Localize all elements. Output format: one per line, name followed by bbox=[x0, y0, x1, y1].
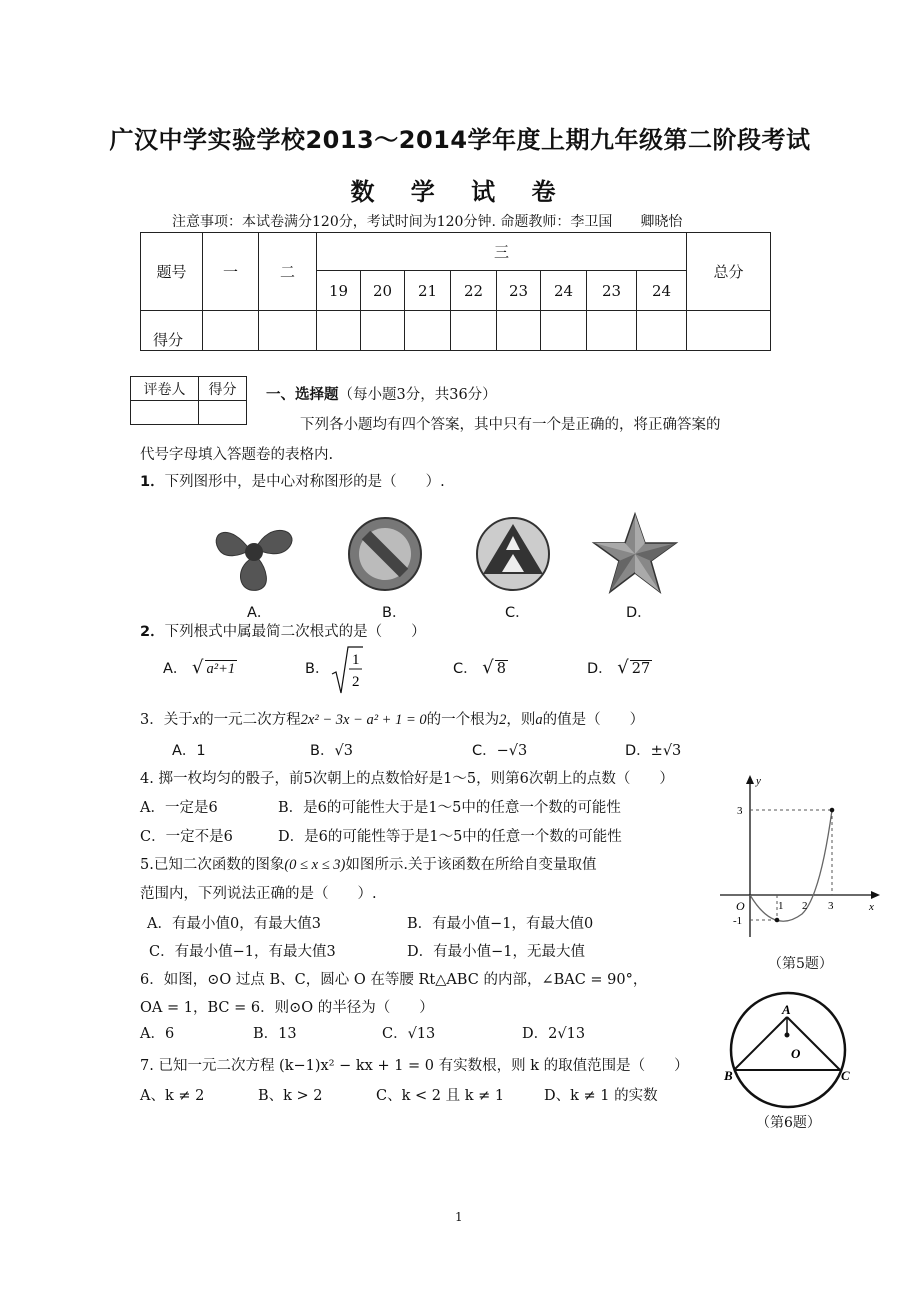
propeller-figure bbox=[210, 512, 300, 594]
col-section-2: 二 bbox=[259, 233, 317, 311]
q3-option-d bbox=[625, 739, 681, 760]
q2-option-d bbox=[587, 657, 652, 678]
q6-option-d: D．2√13 bbox=[522, 1026, 586, 1042]
grader-name-cell[interactable] bbox=[131, 401, 199, 425]
propeller-blade bbox=[241, 558, 267, 590]
q6-option-b: B．13 bbox=[253, 1026, 297, 1042]
question-text: ，则 bbox=[506, 712, 536, 728]
question-text: 下列根式中属最简二次根式的是（ ） bbox=[164, 624, 426, 640]
q2-option-b bbox=[305, 657, 329, 678]
q5-option-a: A．有最小值0，有最大值3 bbox=[147, 916, 321, 932]
point-label: O bbox=[791, 1046, 801, 1061]
sub-col: 23 bbox=[497, 271, 541, 311]
question-text: 的值是（ ） bbox=[542, 712, 645, 728]
tick-label: 3 bbox=[737, 805, 743, 817]
sub-col: 24 bbox=[637, 271, 687, 311]
x-axis-arrow bbox=[871, 891, 880, 899]
point-label: B bbox=[724, 1068, 733, 1083]
col-section-3: 三 bbox=[317, 233, 687, 271]
math-equation: 2x² − 3x − a² + 1 = 0 bbox=[300, 712, 427, 728]
star-figure bbox=[590, 510, 680, 596]
score-cell[interactable] bbox=[587, 311, 637, 351]
question-text: 如图所示.关于该函数在所给自变量取值 bbox=[345, 857, 597, 873]
tick-label: 2 bbox=[802, 900, 808, 912]
y-axis-arrow bbox=[746, 775, 754, 784]
question-number: 2． bbox=[140, 624, 165, 640]
q5-option-d: D．有最小值−1，无最大值 bbox=[407, 944, 585, 960]
propeller-blade bbox=[216, 532, 250, 555]
tick-label: 3 bbox=[828, 900, 834, 912]
question-text: 的一个根为 bbox=[426, 712, 500, 728]
q7-option-b: B、k > 2 bbox=[258, 1088, 323, 1104]
q1-label-b: B． bbox=[382, 605, 407, 621]
parabola-curve bbox=[750, 810, 832, 921]
figure-6-caption: （第6题） bbox=[756, 1115, 821, 1131]
grader-table bbox=[130, 376, 247, 425]
tick-label: -1 bbox=[733, 915, 743, 927]
score-cell[interactable] bbox=[405, 311, 451, 351]
q7-option-a: A、k ≠ 2 bbox=[140, 1088, 205, 1104]
q4-option-c: C．一定不是6 bbox=[140, 829, 233, 845]
question-text: 下列图形中，是中心对称图形的是（ ）. bbox=[164, 474, 445, 490]
q3-option-c bbox=[472, 739, 527, 760]
q6-option-a: A．6 bbox=[140, 1026, 175, 1042]
math-var: x bbox=[192, 712, 200, 728]
sub-col: 21 bbox=[405, 271, 451, 311]
q4-option-b: B．是6的可能性大于是1～5中的任意一个数的可能性 bbox=[278, 800, 621, 816]
question-number: 1． bbox=[140, 474, 165, 490]
tick-label: 1 bbox=[778, 900, 784, 912]
question-3 bbox=[140, 708, 644, 729]
origin-label: O bbox=[736, 899, 745, 913]
question-5-cont: 范围内，下列说法正确的是（ ）. bbox=[140, 886, 377, 902]
figure-6-circle bbox=[722, 990, 857, 1110]
segment-ab bbox=[734, 1017, 787, 1070]
score-cell[interactable] bbox=[361, 311, 405, 351]
section-title: 一、选择题 bbox=[266, 387, 339, 403]
row-label-score: 得分 bbox=[141, 311, 203, 351]
option-label: B． bbox=[305, 661, 330, 677]
option-value: −√3 bbox=[496, 743, 528, 759]
sub-col: 19 bbox=[317, 271, 361, 311]
y-axis-label: y bbox=[756, 775, 761, 787]
question-text: 的一元二次方程 bbox=[199, 712, 301, 728]
option-value: 27 bbox=[631, 661, 651, 677]
score-cell[interactable] bbox=[637, 311, 687, 351]
option-value: ±√3 bbox=[650, 743, 682, 759]
score-cell[interactable] bbox=[203, 311, 259, 351]
score-table bbox=[140, 232, 771, 351]
figure-5-caption: （第5题） bbox=[768, 956, 833, 972]
option-label: A． bbox=[163, 661, 188, 677]
question-6-cont: OA = 1，BC = 6．则⊙O 的半径为（ ） bbox=[140, 1000, 434, 1016]
option-value: a²+1 bbox=[206, 661, 236, 677]
score-cell[interactable] bbox=[259, 311, 317, 351]
col-total: 总分 bbox=[687, 233, 771, 311]
section-intro-2: 代号字母填入答题卷的表格内. bbox=[140, 447, 334, 463]
fraction-numerator: 1 bbox=[352, 652, 360, 668]
option-value: 8 bbox=[496, 661, 506, 677]
q4-option-d: D．是6的可能性等于是1～5中的任意一个数的可能性 bbox=[278, 829, 622, 845]
q4-option-a: A．一定是6 bbox=[140, 800, 218, 816]
prohibition-sign-figure bbox=[345, 514, 425, 594]
point-label: C bbox=[841, 1068, 850, 1083]
sub-col: 24 bbox=[541, 271, 587, 311]
row-label-question: 题号 bbox=[141, 233, 203, 311]
exam-notice: 注意事项：本试卷满分120分，考试时间为120分钟. 命题教师：李卫国 卿晓怡 bbox=[172, 214, 683, 230]
option-label: D． bbox=[625, 743, 651, 759]
score-cell[interactable] bbox=[451, 311, 497, 351]
q7-option-d: D、k ≠ 1 的实数 bbox=[544, 1088, 658, 1104]
score-cell[interactable] bbox=[541, 311, 587, 351]
question-5 bbox=[140, 853, 596, 874]
score-cell[interactable] bbox=[687, 311, 771, 351]
option-label: D． bbox=[587, 661, 613, 677]
q6-option-c: C．√13 bbox=[382, 1026, 436, 1042]
col-section-1: 一 bbox=[203, 233, 259, 311]
score-cell[interactable] bbox=[497, 311, 541, 351]
question-7: 7. 已知一元二次方程 (k−1)x² − kx + 1 = 0 有实数根，则 k 的取值范围是（ ） bbox=[140, 1058, 689, 1074]
fraction-denominator: 2 bbox=[352, 674, 360, 690]
q1-label-a: A． bbox=[247, 605, 272, 621]
sqrt-icon: √ bbox=[482, 657, 494, 678]
q5-option-c: C．有最小值−1，有最大值3 bbox=[149, 944, 336, 960]
center-dot bbox=[785, 1033, 790, 1038]
section-heading bbox=[266, 383, 497, 404]
q5-option-b: B．有最小值−1，有最大值0 bbox=[407, 916, 594, 932]
section-intro-1: 下列各小题均有四个答案，其中只有一个是正确的，将正确答案的 bbox=[300, 417, 721, 433]
vertex-dot bbox=[775, 918, 780, 923]
page-number: 1 bbox=[455, 1210, 463, 1224]
q7-option-c: C、k < 2 且 k ≠ 1 bbox=[376, 1088, 505, 1104]
exam-subtitle: 数 学 试 卷 bbox=[350, 178, 570, 206]
propeller-hub bbox=[245, 543, 263, 561]
q2-option-a bbox=[163, 657, 237, 678]
grader-score-label: 得分 bbox=[199, 377, 247, 401]
section-note: （每小题3分，共36分） bbox=[338, 387, 497, 403]
sqrt-icon: √ bbox=[617, 657, 629, 678]
q2-option-c bbox=[453, 657, 508, 678]
q2-option-b-radical bbox=[330, 644, 364, 696]
grader-score-cell[interactable] bbox=[199, 401, 247, 425]
option-label: C． bbox=[472, 743, 497, 759]
endpoint-dot bbox=[830, 808, 835, 813]
triangle-emblem-figure bbox=[473, 514, 553, 594]
point-label: A bbox=[782, 1002, 791, 1017]
math-value: 2 bbox=[499, 712, 507, 728]
segment-ac bbox=[787, 1017, 840, 1070]
q1-label-c: C． bbox=[505, 605, 530, 621]
question-text: 5.已知二次函数的图象 bbox=[140, 857, 285, 873]
option-value: √3 bbox=[334, 743, 353, 759]
grader-label: 评卷人 bbox=[131, 377, 199, 401]
question-text: 3．关于 bbox=[140, 712, 193, 728]
question-2 bbox=[140, 620, 426, 641]
math-domain: (0 ≤ x ≤ 3) bbox=[284, 857, 346, 873]
question-1 bbox=[140, 470, 445, 491]
question-4: 4. 掷一枚均匀的骰子，前5次朝上的点数恰好是1～5，则第6次朝上的点数（ ） bbox=[140, 771, 674, 787]
option-label: B． bbox=[310, 743, 335, 759]
q1-label-d: D． bbox=[626, 605, 652, 621]
x-axis-label: x bbox=[869, 901, 874, 913]
sub-col: 20 bbox=[361, 271, 405, 311]
exam-title: 广汉中学实验学校2013～2014学年度上期九年级第二阶段考试 bbox=[109, 126, 811, 154]
question-6: 6．如图，⊙O 过点 B、C，圆心 O 在等腰 Rt△ABC 的内部，∠BAC = 90°， bbox=[140, 972, 648, 988]
sub-col: 23 bbox=[587, 271, 637, 311]
q3-option-b bbox=[310, 739, 353, 760]
sqrt-icon: √ bbox=[192, 657, 204, 678]
sub-col: 22 bbox=[451, 271, 497, 311]
q3-option-a: A．1 bbox=[172, 743, 206, 759]
figure-5-graph bbox=[712, 772, 882, 942]
score-cell[interactable] bbox=[317, 311, 361, 351]
math-var: a bbox=[535, 712, 543, 728]
option-label: C． bbox=[453, 661, 478, 677]
